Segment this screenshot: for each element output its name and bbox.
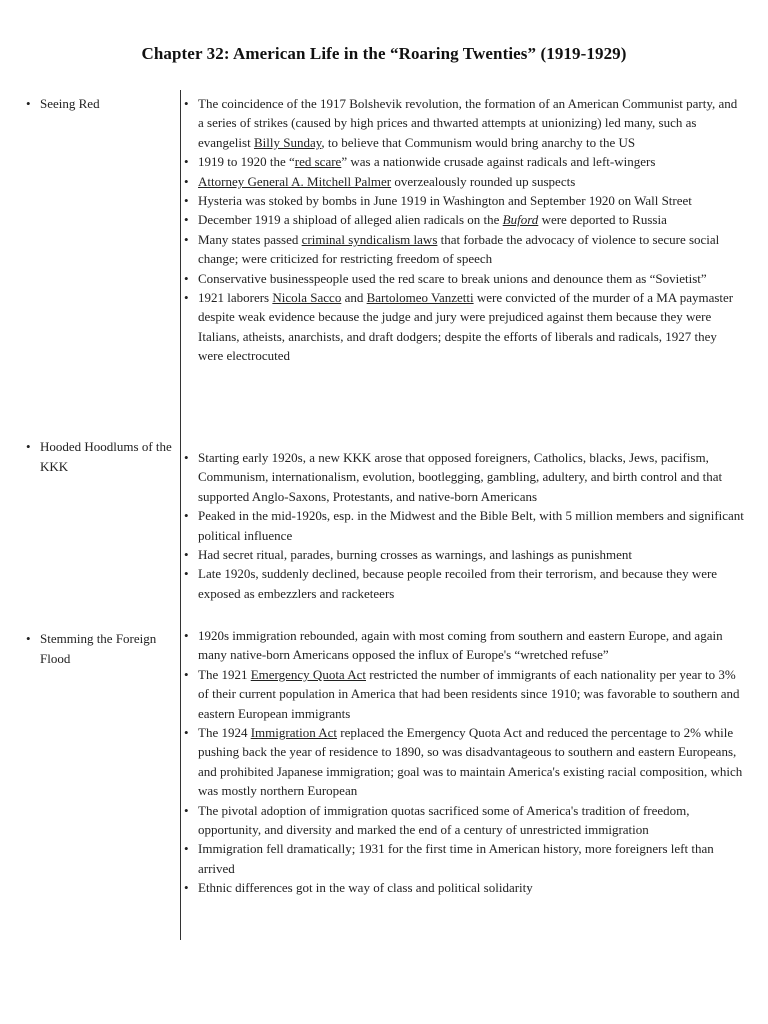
term-link: Emergency Quota Act [250,666,366,682]
list-item: • December 1919 a shipload of alleged alien radicals on the Buford were deported to Russia [184,210,744,229]
notes-seeing-red [184,94,744,366]
list-item: • The 1924 Immigration Act replaced the Emergency Quota Act and reduced the percentage to 2% while pushing back the year of residence to 1890, so was disadvantageous to southern and eastern Europeans, and prohibited Japanese immigration; goal was to maintain America's existing racial composition, which was mostly northern European [184,723,744,801]
topic-seeing-red [26,94,176,114]
list-item: • Late 1920s, suddenly declined, because people recoiled from their terrorism, and because they were exposed as embezzlers and racketeers [184,564,744,603]
term-link: red scare [294,154,342,170]
list-item: • 1921 laborers Nicola Sacco and Bartolomeo Vanzetti were convicted of the murder of a MA paymaster despite weak evidence because the judge and jury were prejudiced against them because they were Italians, atheists, anarchists, and draft dodgers; despite the efforts of liberals and radicals, 1927 they were electrocuted [184,288,744,366]
list-item: • Starting early 1920s, a new KKK arose that opposed foreigners, Catholics, blacks, Jews, pacifism, Communism, internationalism, evolution, bootlegging, gambling, adultery, and birth control and that supported Anglo-Saxons, Protestants, and native-born Americans [184,448,744,506]
topic-foreign-flood [26,629,176,668]
list-item: • The pivotal adoption of immigration quotas sacrificed some of America's tradition of freedom, opportunity, and diversity and marked the end of a century of unrestricted immigration [184,801,744,840]
topic-label: Stemming the Foreign Flood [40,631,157,666]
list-item: • The 1921 Emergency Quota Act restricted the number of immigrants of each nationality per year to 3% of their current population in America that had been residents since 1910; was favorable to southern and eastern European immigrants [184,665,744,723]
list-item: • Peaked in the mid-1920s, esp. in the Midwest and the Bible Belt, with 5 million members and significant political influence [184,506,744,545]
topic-label: Hooded Hoodlums of the KKK [40,439,172,474]
list-item: • 1920s immigration rebounded, again with most coming from southern and eastern Europe, and again many native-born Americans opposed the influx of Europe's “wretched refuse” [184,626,744,665]
topic-label: Seeing Red [40,96,100,111]
page-title: Chapter 32: American Life in the “Roaring Twenties” (1919-1929) [141,44,627,63]
bullet-icon: • [26,631,31,646]
notes-foreign-flood [184,626,744,898]
term-link: Attorney General A. Mitchell Palmer [198,173,392,189]
topic-kkk [26,437,176,476]
term-link: criminal syndicalism laws [301,231,438,247]
list-item: • Ethnic differences got in the way of class and political solidarity [184,878,744,897]
term-link: Billy Sunday [253,134,322,150]
list-item: • The coincidence of the 1917 Bolshevik revolution, the formation of an American Communist party, and a series of strikes (caused by high prices and thwarted attempts at unionizing) led many, such as evangelist Billy Sunday, to believe that Communism would bring anarchy to the US [184,94,744,152]
term-link: Immigration Act [250,725,338,741]
term-link: Buford [502,212,539,228]
list-item: • Had secret ritual, parades, burning crosses as warnings, and lashings as punishment [184,545,744,564]
bullet-icon: • [26,439,31,454]
list-item: • Hysteria was stoked by bombs in June 1919 in Washington and September 1920 on Wall Street [184,191,744,210]
term-link: Bartolomeo Vanzetti [366,290,474,306]
list-item: • 1919 to 1920 the “red scare” was a nationwide crusade against radicals and left-wingers [184,152,744,171]
list-item: • Many states passed criminal syndicalism laws that forbade the advocacy of violence to secure social change; were criticized for restricting freedom of speech [184,230,744,269]
list-item: • Attorney General A. Mitchell Palmer overzealously rounded up suspects [184,172,744,191]
term-link: Nicola Sacco [272,290,342,306]
notes-kkk [184,448,744,603]
column-divider [180,90,181,940]
list-item: • Conservative businesspeople used the red scare to break unions and denounce them as “Sovietist” [184,269,744,288]
list-item: • Immigration fell dramatically; 1931 for the first time in American history, more foreigners left than arrived [184,839,744,878]
bullet-icon: • [26,96,31,111]
